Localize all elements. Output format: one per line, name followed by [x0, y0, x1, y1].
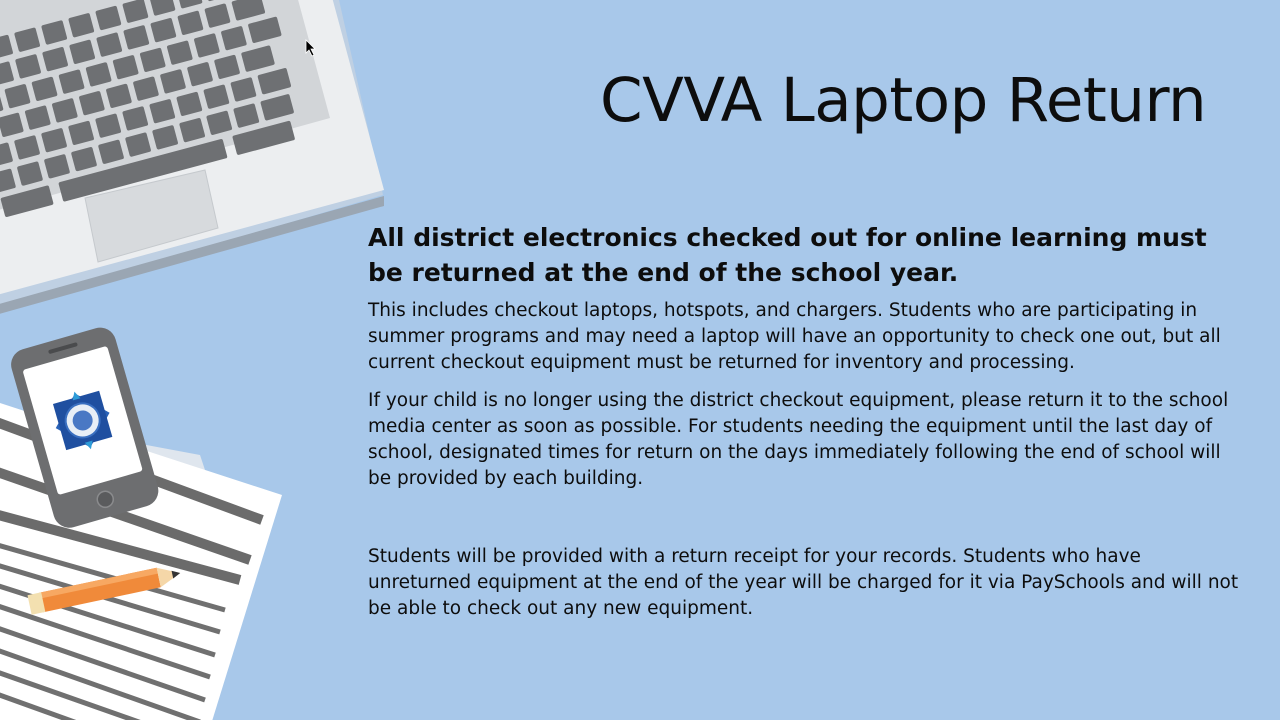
paragraph-receipt-charges: Students will be provided with a return receipt for your records. Students who have unreturned equipment at the end of the year will be charged for it via PaySchools and will not be able to check out any new equipment. — [368, 546, 1239, 619]
laptop-icon — [0, 0, 384, 325]
lead-statement: All district electronics checked out for online learning must be returned at the end of the school year. — [368, 223, 1207, 287]
slide-title: CVVA Laptop Return — [600, 65, 1207, 136]
slide-body — [368, 220, 1258, 634]
paragraph-return-instructions: If your child is no longer using the district checkout equipment, please return it to the school media center as soon as possible. For students needing the equipment until the last day of school, designated times for return on the days immediately following the end of school will be provided by each building. — [368, 390, 1229, 489]
desk-illustration — [0, 0, 420, 720]
paragraph-equipment: This includes checkout laptops, hotspots, and chargers. Students who are participating in summer programs and may need a laptop will have an opportunity to check one out, but all current checkout equipment must be returned for inventory and processing. — [368, 300, 1221, 373]
